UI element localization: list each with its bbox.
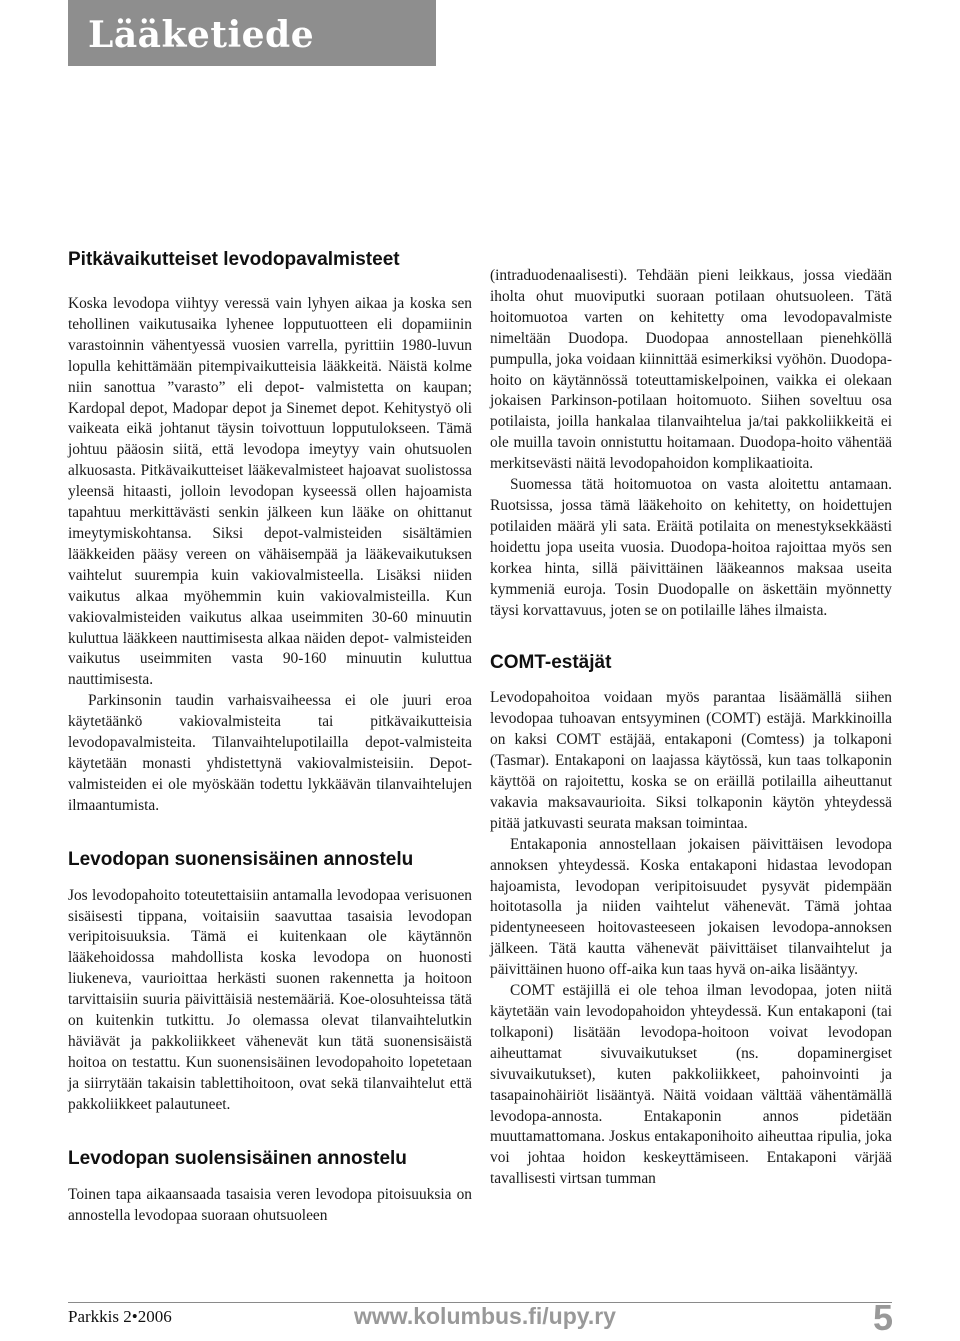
paragraph: Toinen tapa aikaansaada tasaisia veren levodopa pitoisuuksia on annostella levodopaa suoraan ohutsuoleen <box>68 1185 472 1224</box>
heading-intravenous-administration: Levodopan suonensisäinen annostelu <box>68 848 414 870</box>
heading-long-acting-levodopa: Pitkävaikutteiset levodopavalmisteet <box>68 249 400 270</box>
section-title: Lääketiede <box>88 14 315 56</box>
paragraph: Levodopahoitoa voidaan myös parantaa lisäämällä siihen levodopaa tuhoavan entsyyminen (COMT) estäjä. Markkinoilla on kaksi COMT estäjää, entakaponi (Comtess) ja tolkaponi (Tasmar). Entakaponi on laajassa käytössä, kun taas tolkaponin käyttöä on rajoitettu, koska se on eräillä potilailla aiheuttanut vakavia maksavaurioita. Siksi tolkaponin käytön yhteydessä pitää jatkuvasti seurata maksan toimintaa. <box>490 689 892 832</box>
paragraph: (intraduodenaalisesti). Tehdään pieni leikkaus, jossa viedään iholta ohut muoviputki suoraan potilaan ohutsuoleen. Tätä hoitomuotoa varten on kehitetty oma levodopavalmiste nimeltään Duodopa. Duodopaa annostellaan pienehköllä pumpulla, joka voidaan kiinnittää esimerkiksi vyöhön. Duodopa-hoito on käytännössä toteuttamiskelpoinen, vaikka ei olekaan jokaisen Parkinson-potilaan hoitomuoto. Siihen soveltuu osa potilaista, joilla hankalaa tilanvaihtelua ja/tai pakkoliikkeitä ei ole muilla tavoin onnistuttu hoitamaan. Duodopa-hoito vähentää merkitsevästi näitä levodopahoidon komplikaatioita. <box>490 267 892 473</box>
paragraph: Entakaponia annostellaan jokaisen päivittäisen levodopa annoksen yhteydessä. Koska entakaponi hidastaa levodopan hajoamista, levodopan veripitoisuudet pysyvät pidempään hoitotasolla ja niiden vaihtelut vähenevät. Tämä johtaa pidentyneeseen hoitovasteeseen jokaisen levodopa-annoksen jälkeen. Tätä kautta vähenevät päivittäiset tilanvaihtelut ja päivittäinen huono off-aika kun taas hyvä on-aika lisääntyy. <box>490 835 892 979</box>
paragraph: Parkinsonin taudin varhaisvaiheessa ei ole juuri eroa käytetäänkö vakiovalmisteita tai pitkävaikutteisia levodopavalmisteita. Tilanvaihtelupotilailla depot-valmisteita käytetään monasti yhdistettynä vakiovalmisteisiin. Depot-valmisteiden ei ole myöskään todettu lykkäävän tilanvaihtelujen ilmaantumista. <box>68 692 472 814</box>
paragraph: Suomessa tätä hoitomuotoa on vasta aloitettu antamaan. Ruotsissa, jossa tämä lääkehoito on kehitetty, on hoidettujen potilaiden määrä yli sata. Eräitä potilaita on menestyksekkäästi hoidettu jopa useita vuosia. Duodopa-hoitoa rajoittaa myös sen korkea hinta, sillä päivittäinen lääkeannos maksaa useita kymmeniä euroja. Tosin Duodopalle on äskettäin myönnetty täysi korvattavuus, joten se on potilaille lähes ilmaista. <box>490 476 892 619</box>
right-column <box>490 266 892 1190</box>
footer-website-link[interactable]: www.kolumbus.fi/upy.ry <box>354 1303 616 1329</box>
page-number: 5 <box>873 1297 894 1338</box>
section-header-band <box>68 0 436 66</box>
left-column <box>68 248 472 1226</box>
heading-intestinal-administration: Levodopan suolensisäinen annostelu <box>68 1147 407 1169</box>
paragraph: Koska levodopa viihtyy veressä vain lyhyen aikaa ja koska sen tehollinen vaikutusaika lyhenee lopputuotteen eli dopamiinin varastoinnin vähentyessä vuosien varrella, pyrittiin 1980-luvun lopulla kehittämään pitempivaikutteisia lääkkeitä. Näistä kolme niin sanottua ”varasto” eli depot- valmistetta on kaupan; Kardopal depot, Madopar depot ja Sinemet depot. Kehitystyö oli vaikeata eikä johtanut täysin toivottuun lopputulokseen. Tämä johtuu pääosin siitä, että levodopa imeytyy vain ohutsuolen alkuosasta. Pitkävaikutteiset lääkevalmisteet hajoavat suolistossa yleensä hitaasti, jolloin levodopan kyseessä ollen hajoamista tapahtuu merkittävästi senkin jälkeen kun lääke on ohittanut imeytymiskohtansa. Siksi depot-valmisteiden sisältämien lääkkeiden pääsy vereen on vähäisempää ja lääkevaikutuksen vaihtelut suurempia kuin vakiovalmisteella. Lisäksi niiden vaikutus alkaa myöhemmin kuin vakiovalmisteilla. Kun vakiovalmisteiden vaikutus alkaa useimmiten 30-60 minuutin kuluttua lääkkeen nauttimisesta alkaa näiden depot- valmisteiden vaikutus useimmiten vasta 90-160 minuutin kuluttua nauttimisesta. <box>68 295 472 689</box>
footer-issue-label: Parkkis 2•2006 <box>68 1307 172 1326</box>
paragraph: Jos levodopahoito toteutettaisiin antamalla levodopaa verisuonen sisäisesti tippana, voitaisiin saavuttaa tasaisia levodopan veripitoisuuksia. Tämä ei kuitenkaan ole käytännön lääkehoidossa mahdollista koska levodopa on huonosti liukeneva, vaurioittaa herkästi suonen rakennetta ja hoitoon tarvittaisiin suuria päivittäisiä nestemääriä. Koe-olosuhteissa tätä on kuitenkin tutkittu. Jo olemassa olevat tilanvaihtelutkin häviävät ja pakkoliikkeet vähenevät kun tätä suonensisäistä hoitoa on testattu. Kun suonensisäinen levodopahoito lopetetaan ja siirrytään takaisin tablettihoitoon, ovat sekä tilanvaihtelut että pakkoliikkeet palautuneet. <box>68 886 472 1113</box>
heading-comt-inhibitors: COMT-estäjät <box>490 652 612 674</box>
paragraph: COMT estäjillä ei ole tehoa ilman levodopaa, joten niitä käytetään vain levodopahoidon yhteydessä. Kun entakaponi (tai tolkaponi) lisätään levodopa-hoitoon voivat levodopan aiheuttamat sivuvaikutukset (ns. dopaminergiset sivuvaikutukset), kuten pakkoliikkeet, pahoinvointi ja tasapainohäiriöt lisääntyä. Näitä voidaan välttää vähentämällä levodopa-annosta. Entakaponin annos pidetään muuttamattomana. Joskus entakaponihoito aiheuttaa ripulia, joka voi johtaa hoidon keskeyttämiseen. Entakaponi värjää tavallisesti virtsan tumman <box>490 982 892 1188</box>
